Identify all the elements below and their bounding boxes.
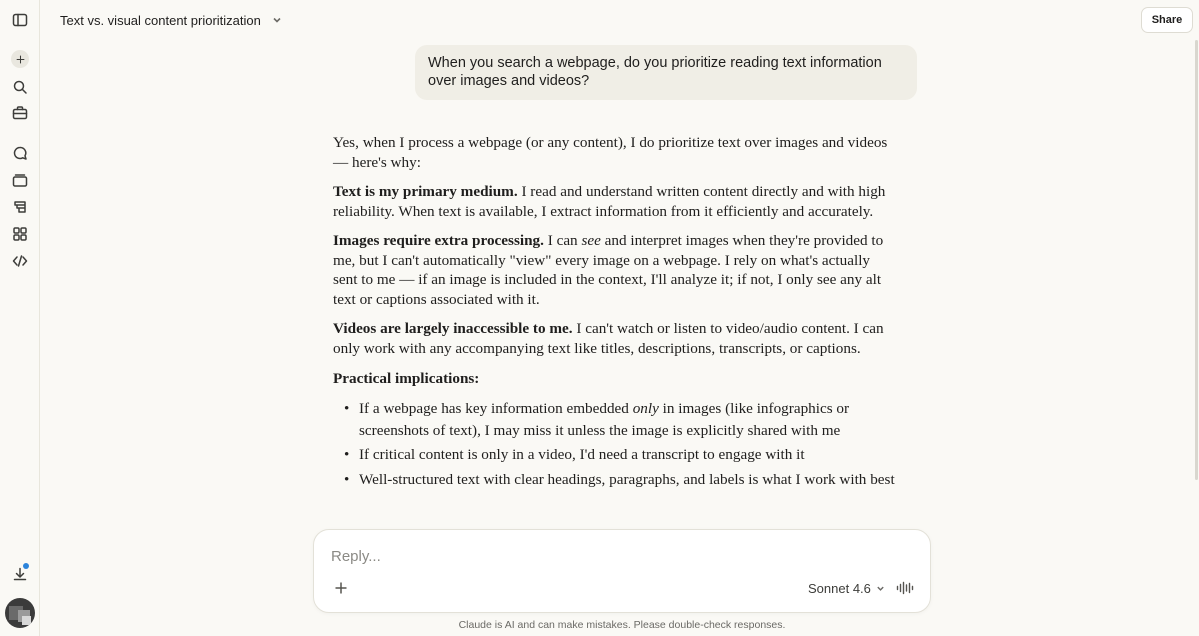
section-heading [333, 369, 895, 389]
list-item-text: in images (like infographics or screenshots of text), I may miss it unless the image is explicitly shared with me [359, 400, 850, 439]
paragraph-heading: Images require extra processing. [333, 232, 544, 249]
response-paragraph [333, 231, 895, 310]
apps-icon[interactable] [6, 220, 34, 248]
paragraph-heading: Text is my primary medium. [333, 183, 518, 200]
scrollbar[interactable] [1195, 40, 1198, 480]
voice-mode-button[interactable] [895, 579, 915, 597]
share-button[interactable]: Share [1141, 7, 1193, 33]
new-chat-button[interactable] [6, 45, 34, 73]
left-rail [0, 0, 40, 636]
response-paragraph [333, 319, 895, 358]
toolbox-icon[interactable] [6, 99, 34, 127]
emphasis-text: only [632, 400, 659, 417]
model-selector[interactable] [808, 578, 885, 598]
search-icon[interactable] [6, 73, 34, 101]
notification-dot [23, 563, 29, 569]
sidebar-toggle-icon[interactable] [6, 6, 34, 34]
conversation-title-menu[interactable] [52, 8, 291, 32]
paragraph-heading: Practical implications: [333, 370, 480, 387]
disclaimer-text: Claude is AI and can make mistakes. Please double-check responses. [458, 619, 786, 631]
user-message: When you search a webpage, do you prioritize reading text information over images and videos? [415, 45, 917, 100]
list-item: • If critical content is only in a video, I'd need a transcript to engage with it [333, 444, 895, 466]
reply-composer [313, 529, 931, 613]
avatar[interactable] [5, 598, 35, 628]
paragraph-text: I read and understand written content directly and with high reliability. When text is available, I extract information from it efficiently and accurately. [333, 183, 886, 220]
response-paragraph [333, 182, 895, 221]
chevron-down-icon [271, 11, 283, 30]
add-attachment-button[interactable] [332, 579, 350, 597]
list-item: • Well-structured text with clear headings, paragraphs, and labels is what I work with best [333, 469, 895, 491]
chats-icon[interactable] [6, 139, 34, 167]
waveform-icon [896, 581, 914, 595]
emphasis-text: see [581, 232, 601, 249]
paragraph-text: I can't watch or listen to video/audio content. I can only work with any accompanying text like titles, descriptions, transcripts, or captions. [333, 320, 884, 357]
response-intro: Yes, when I process a webpage (or any content), I do prioritize text over images and videos — here's why: [333, 134, 888, 171]
chevron-down-icon [876, 584, 885, 593]
download-button[interactable] [6, 560, 34, 588]
projects-icon[interactable] [6, 166, 34, 194]
model-name: Sonnet 4.6 [808, 580, 871, 596]
list-item [333, 398, 895, 441]
paragraph-heading: Videos are largely inaccessible to me. [333, 320, 573, 337]
artifacts-icon[interactable] [6, 193, 34, 221]
paragraph-text: and interpret images when they're provided to me, but I can't automatically "view" every image on a webpage. I rely on what's actually sent to me — if an image is included in the context, I'll analyze it; if not, I only see any alt text or captions associated with it. [333, 232, 884, 309]
new-chat-icon [11, 50, 29, 68]
plus-icon [334, 581, 348, 595]
paragraph-text: I can [543, 232, 582, 249]
code-icon[interactable] [6, 247, 34, 275]
conversation-title: Text vs. visual content prioritization [60, 12, 261, 28]
reply-input[interactable] [331, 546, 891, 566]
implications-list [333, 398, 895, 490]
list-item-text: If a webpage has key information embedded [359, 400, 633, 417]
